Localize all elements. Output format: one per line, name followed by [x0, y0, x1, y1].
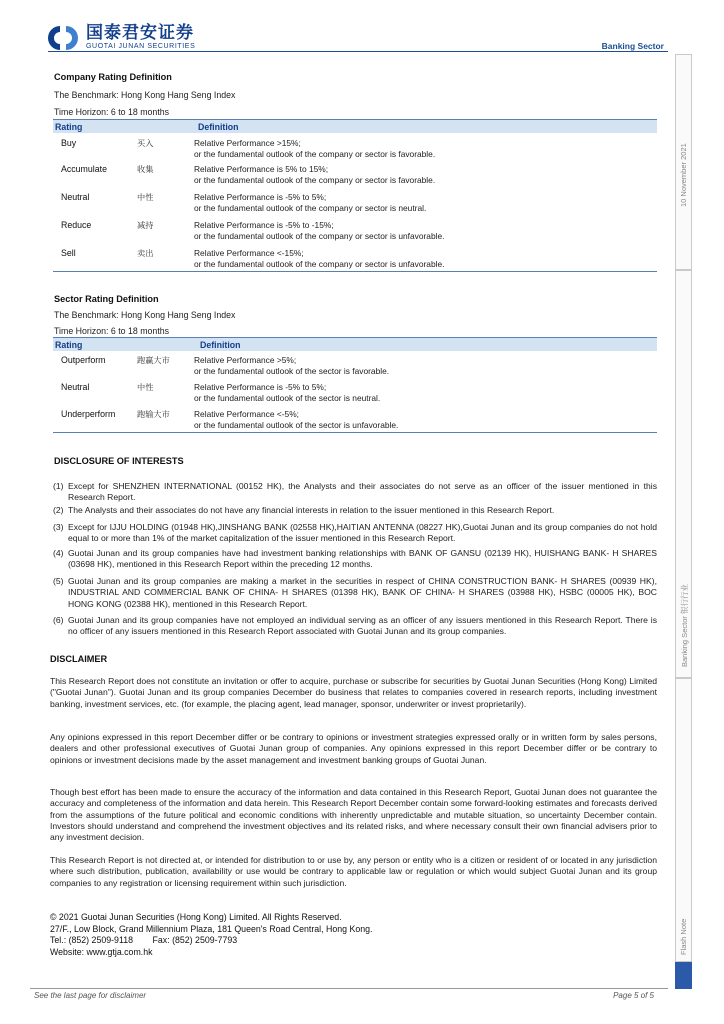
item-number: (4) — [53, 548, 64, 558]
list-item — [53, 615, 657, 638]
company-rating-benchmark: The Benchmark: Hong Kong Hang Seng Index — [54, 90, 236, 100]
page-header — [48, 22, 668, 54]
company-rating-horizon: Time Horizon: 6 to 18 months — [54, 107, 170, 117]
disclosure-title: DISCLOSURE OF INTERESTS — [54, 456, 184, 466]
sidebar-date-tab — [675, 54, 692, 270]
header-definition: Definition — [198, 122, 239, 132]
rating-chinese: 买入 — [137, 138, 154, 148]
sidebar-type-tab — [675, 678, 692, 962]
table-header — [53, 337, 657, 351]
copyright-notice: © 2021 Guotai Junan Securities (Hong Kong) Limited. All Rights Reserved. — [50, 912, 342, 922]
rating-definition: Relative Performance is -5% to 5%; or the fundamental outlook of the sector is neutral. — [194, 382, 381, 403]
sidebar-sector: Banking Sector 银行行业 — [680, 584, 689, 667]
company-website: Website: www.gtja.com.hk — [50, 946, 153, 957]
rating-chinese: 跑赢大市 — [137, 355, 170, 365]
copyright-block — [50, 912, 372, 958]
rating-definition: Relative Performance is -5% to -15%; or the fundamental outlook of the company or sector is unfavorable. — [194, 220, 445, 241]
item-text: Except for IJJU HOLDING (01948 HK),JINSHANG BANK (02558 HK),HAITIAN ANTENNA (08227 HK),Guotai Junan and its group companies do not hold equal to or more than 1% of the market capitalization of the issuer mentioned in this Research Report. — [68, 522, 657, 544]
page-number: Page 5 of 5 — [613, 991, 654, 1000]
item-text: The Analysts and their associates do not have any financial interests in relation to the issuer mentioned in this Research Report. — [68, 505, 555, 515]
list-item — [53, 505, 657, 516]
item-number: (1) — [53, 481, 64, 491]
footer-divider — [30, 988, 668, 989]
item-number: (2) — [53, 505, 64, 515]
table-header — [53, 119, 657, 133]
company-rating-table — [53, 119, 657, 272]
header-sector: Banking Sector — [601, 41, 664, 51]
disclaimer-paragraph: Though best effort has been made to ensure the accuracy of the information and data contained in this Research Report, Guotai Junan does not guarantee the accuracy and completeness of the information and data herein. This Research Report December contain some forward-looking estimates and forecasts derived from the assumptions of the future political and economic conditions with inherently unpredictable and mutable situation, so uncertainty December contain. Investors should understand and comprehend the investment objectives and its related risks, and where necessary consult their own financial advisers prior to any investment decision. — [50, 787, 657, 843]
rating-chinese: 中性 — [137, 382, 154, 392]
sidebar-date: 10 November 2021 — [679, 143, 688, 207]
contact-phone-fax: Tel.: (852) 2509-9118 Fax: (852) 2509-7793 — [50, 935, 238, 945]
sector-rating-horizon: Time Horizon: 6 to 18 months — [54, 326, 170, 336]
rating-name: Reduce — [61, 220, 92, 230]
header-rating: Rating — [55, 340, 83, 350]
logo-english-name: GUOTAI JUNAN SECURITIES — [86, 43, 196, 50]
company-rating-title: Company Rating Definition — [54, 72, 172, 82]
item-text: Guotai Junan and its group companies have not employed an individual serving as an officer of any issuers mentioned in this Research Report. There is no officer of any issuers mentioned in this Research Report associated with Guotai Junan and its group companies. — [68, 615, 657, 637]
rating-definition: Relative Performance >15%; or the fundamental outlook of the company or sector is favorable. — [194, 138, 436, 159]
list-item — [53, 548, 657, 571]
sector-rating-benchmark: The Benchmark: Hong Kong Hang Seng Index — [54, 310, 236, 320]
list-item — [53, 481, 657, 504]
footer-disclaimer-note: See the last page for disclaimer — [34, 991, 147, 1000]
item-text: Guotai Junan and its group companies have had investment banking relationships with BANK OF GANSU (02139 HK), HUISHANG BANK- H SHARES (03698 HK), mentioned in this Research Report within the preceding 12 months. — [68, 548, 657, 570]
rating-chinese: 跑输大市 — [137, 409, 170, 419]
list-item — [53, 522, 657, 545]
header-divider — [48, 51, 668, 52]
header-definition: Definition — [200, 340, 241, 350]
list-item — [53, 576, 657, 610]
item-text: Guotai Junan and its group companies are making a market in the securities in respect of CHINA CONSTRUCTION BANK- H SHARES (00939 HK), INDUSTRIAL AND COMMERCIAL BANK OF CHINA- H SHARES (01398 HK), BANK OF CHINA- H SHARES (03988 HK), HSBC (00005 HK), BOC HONG KONG (02388 HK), mentioned in this Research Report. — [68, 576, 657, 609]
item-number: (5) — [53, 576, 64, 586]
rating-name: Underperform — [61, 409, 116, 419]
rating-name: Outperform — [61, 355, 106, 365]
rating-name: Sell — [61, 248, 76, 258]
company-logo — [48, 24, 195, 51]
item-text: Except for SHENZHEN INTERNATIONAL (00152 HK), the Analysts and their associates do not serve as an officer of the issuer mentioned in this Research Report. — [68, 481, 657, 503]
disclaimer-paragraph: This Research Report does not constitute an invitation or offer to acquire, purchase or subscribe for securities by Guotai Junan Securities (Hong Kong) Limited ("Guotai Junan"). Guotai Junan and its group companies December do business that relates to companies covered in research reports, including investment banking, investment services, etc. (for example, the placing agent, lead manager, sponsor, underwriter or invest proprietarily). — [50, 676, 657, 709]
rating-chinese: 中性 — [137, 192, 154, 202]
disclaimer-paragraph: Any opinions expressed in this report December differ or be contrary to opinions or investment strategies expressed orally or in written form by sales persons, dealers and other professional executives of Guotai Junan group of companies. Any opinions expressed in this report December differ or be contrary to opinions or investment decisions made by the asset management and investment banking groups of Guotai Junan. — [50, 732, 657, 765]
table-bottom-rule — [53, 271, 657, 272]
rating-definition: Relative Performance <-15%; or the fundamental outlook of the company or sector is unfavorable. — [194, 248, 445, 269]
header-rating: Rating — [55, 122, 83, 132]
sector-rating-table — [53, 337, 657, 434]
rating-name: Accumulate — [61, 164, 107, 174]
company-address: 27/F., Low Block, Grand Millennium Plaza, 181 Queen's Road Central, Hong Kong. — [50, 923, 373, 934]
sector-rating-title: Sector Rating Definition — [54, 294, 159, 304]
rating-chinese: 收集 — [137, 164, 154, 174]
rating-chinese: 减持 — [137, 220, 154, 230]
rating-definition: Relative Performance is 5% to 15%; or the fundamental outlook of the company or sector is favorable. — [194, 164, 436, 185]
rating-chinese: 卖出 — [137, 248, 154, 258]
logo-mark-icon — [48, 25, 86, 51]
logo-chinese-name: 国泰君安证券 — [86, 23, 194, 43]
item-number: (6) — [53, 615, 64, 625]
rating-name: Buy — [61, 138, 77, 148]
sidebar-accent-block — [675, 962, 692, 989]
side-tab-strip — [675, 54, 692, 989]
rating-definition: Relative Performance is -5% to 5%; or the fundamental outlook of the company or sector is neutral. — [194, 192, 427, 213]
rating-definition: Relative Performance <-5%; or the fundamental outlook of the sector is unfavorable. — [194, 409, 399, 430]
item-number: (3) — [53, 522, 64, 532]
rating-name: Neutral — [61, 192, 90, 202]
disclaimer-paragraph: This Research Report is not directed at, or intended for distribution to or use by, any person or entity who is a citizen or resident of or located in any jurisdiction where such distribution, publication, availability or use would be contrary to applicable law or regulation or which would subject Guotai Junan and its group companies to any registration or licensing requirement within such jurisdiction. — [50, 855, 657, 888]
disclaimer-title: DISCLAIMER — [50, 654, 108, 664]
sidebar-type: Flash Note — [679, 918, 688, 955]
table-bottom-rule — [53, 432, 657, 433]
sidebar-sector-tab — [675, 270, 692, 678]
rating-name: Neutral — [61, 382, 90, 392]
rating-definition: Relative Performance >5%; or the fundamental outlook of the sector is favorable. — [194, 355, 390, 376]
